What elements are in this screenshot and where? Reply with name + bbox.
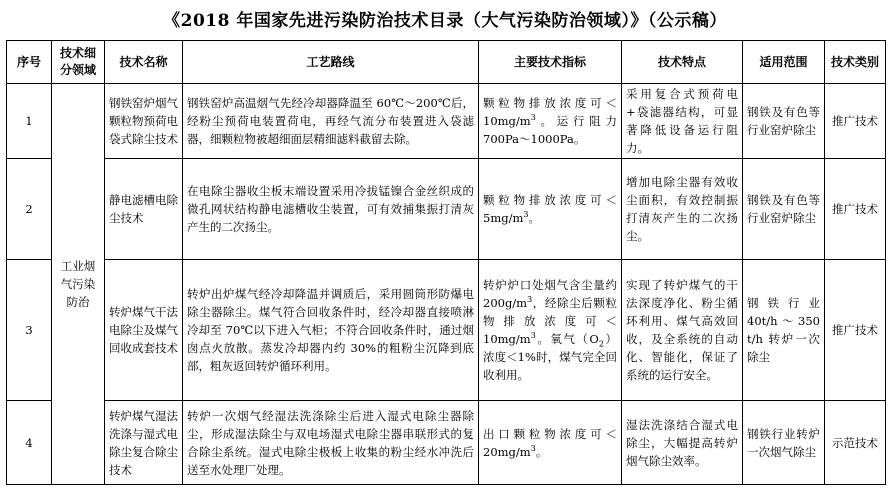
cell-seq: 4 xyxy=(7,401,52,485)
indicator-text: 。氧气（O xyxy=(535,332,599,346)
indicator-text: 颗粒物排放浓度可＜10mg/m xyxy=(483,96,617,128)
indicator-sup: 3 xyxy=(523,210,529,220)
indicator-text: 。 xyxy=(528,211,540,225)
cell-name: 转炉煤气干法电除尘及煤气回收成套技术 xyxy=(105,260,183,401)
indicator-text: ）浓度＜1%时，煤气完全回收利用。 xyxy=(483,332,617,382)
header-subfield: 技术细分领域 xyxy=(52,41,105,84)
cell-features: 采用复合式预荷电+袋滤器结构，可显著降低设备运行阻力。 xyxy=(622,84,743,159)
cell-features: 增加电除尘器有效收尘面积，有效控制振打清灰产生的二次扬尘。 xyxy=(622,159,743,260)
cell-name: 转炉煤气湿法洗涤与湿式电除尘复合除尘技术 xyxy=(105,401,183,485)
indicator-text: 。运行阻力700Pa～1000Pa。 xyxy=(483,114,617,146)
indicator-sup: 3 xyxy=(530,113,536,123)
header-features: 技术特点 xyxy=(622,41,743,84)
cell-indicators xyxy=(479,159,622,260)
indicator-text: ，经除尘后颗粒物排放浓度可＜10mg/m xyxy=(483,296,617,346)
header-seq: 序号 xyxy=(7,41,52,84)
cell-category: 示范技术 xyxy=(825,401,886,485)
technology-table xyxy=(6,40,886,485)
cell-scope: 钢铁及有色等行业窑炉除尘 xyxy=(743,159,825,260)
document-title: 《2018 年国家先进污染防治技术目录（大气污染防治领域）》（公示稿） xyxy=(163,11,727,31)
cell-category: 推广技术 xyxy=(825,260,886,401)
indicator-text: 出口颗粒物浓度可＜20mg/m xyxy=(483,426,617,459)
cell-seq: 2 xyxy=(7,159,52,260)
table-row xyxy=(7,84,886,159)
indicator-text: 颗粒物排放浓度可＜5mg/m xyxy=(483,193,617,225)
cell-indicators xyxy=(479,84,622,159)
cell-name: 静电滤槽电除尘技术 xyxy=(105,159,183,260)
table-row xyxy=(7,159,886,260)
cell-subfield: 工业烟气污染防治 xyxy=(52,84,105,485)
cell-scope: 钢铁行业转炉一次烟气除尘 xyxy=(743,401,825,485)
cell-seq: 3 xyxy=(7,260,52,401)
cell-indicators xyxy=(479,260,622,401)
header-scope: 适用范围 xyxy=(743,41,825,84)
cell-indicators xyxy=(479,401,622,485)
table-row xyxy=(7,401,886,485)
cell-scope: 钢铁及有色等行业窑炉除尘 xyxy=(743,84,825,159)
cell-seq: 1 xyxy=(7,84,52,159)
cell-scope: 钢铁行业40t/h～350 t/h 转炉一次除尘 xyxy=(743,260,825,401)
indicator-text: 转炉炉口处烟气含尘量约 200g/m xyxy=(483,278,617,310)
cell-route: 在电除尘器收尘板末端设置采用冷拔锰镍合金丝织成的微孔网状结构静电滤槽收尘装置，可有效捕集振打清灰产生的二次扬尘。 xyxy=(183,159,479,260)
cell-category: 推广技术 xyxy=(825,84,886,159)
indicator-sup: 3 xyxy=(530,443,536,453)
cell-features: 湿法洗涤结合湿式电除尘，大幅提高转炉烟气除尘效率。 xyxy=(622,401,743,485)
indicator-sup: 3 xyxy=(530,331,536,341)
header-name: 技术名称 xyxy=(105,41,183,84)
indicator-sup: 3 xyxy=(527,295,533,305)
header-indicators: 主要技术指标 xyxy=(479,41,622,84)
cell-route: 转炉出炉煤气经冷却降温并调质后，采用圆筒形防爆电除尘器除尘。煤气符合回收条件时，经冷却器直接喷淋冷却至 70℃以下进入气柜；不符合回收条件时，通过烟囱点火放散。蒸发冷却器内约 30%的粗粉尘沉降到底部，粗灰返回转炉循环利用。 xyxy=(183,260,479,401)
header-row xyxy=(7,41,886,84)
cell-category: 推广技术 xyxy=(825,159,886,260)
header-category: 技术类别 xyxy=(825,41,886,84)
table-row xyxy=(7,260,886,401)
cell-name: 钢铁窑炉烟气颗粒物预荷电袋式除尘技术 xyxy=(105,84,183,159)
indicator-text: 。 xyxy=(535,444,548,459)
header-route: 工艺路线 xyxy=(183,41,479,84)
cell-route: 钢铁窑炉高温烟气先经冷却器降温至 60℃～200℃后，经粉尘预荷电装置荷电，再经气流分布装置进入袋滤器，细颗粒物被超细面层精细滤料截留去除。 xyxy=(183,84,479,159)
indicator-sub: 2 xyxy=(598,339,604,349)
cell-route: 转炉一次烟气经湿法洗涤除尘后进入湿式电除尘器除尘，形成湿法除尘与双电场湿式电除尘器串联形式的复合除尘系统。湿式电除尘极板上收集的粉尘经水冲洗后送至水处理厂处理。 xyxy=(183,401,479,485)
cell-features: 实现了转炉煤气的干法深度净化、粉尘循环利用、煤气高效回收，及全系统的自动化、智能化，保证了系统的运行安全。 xyxy=(622,260,743,401)
